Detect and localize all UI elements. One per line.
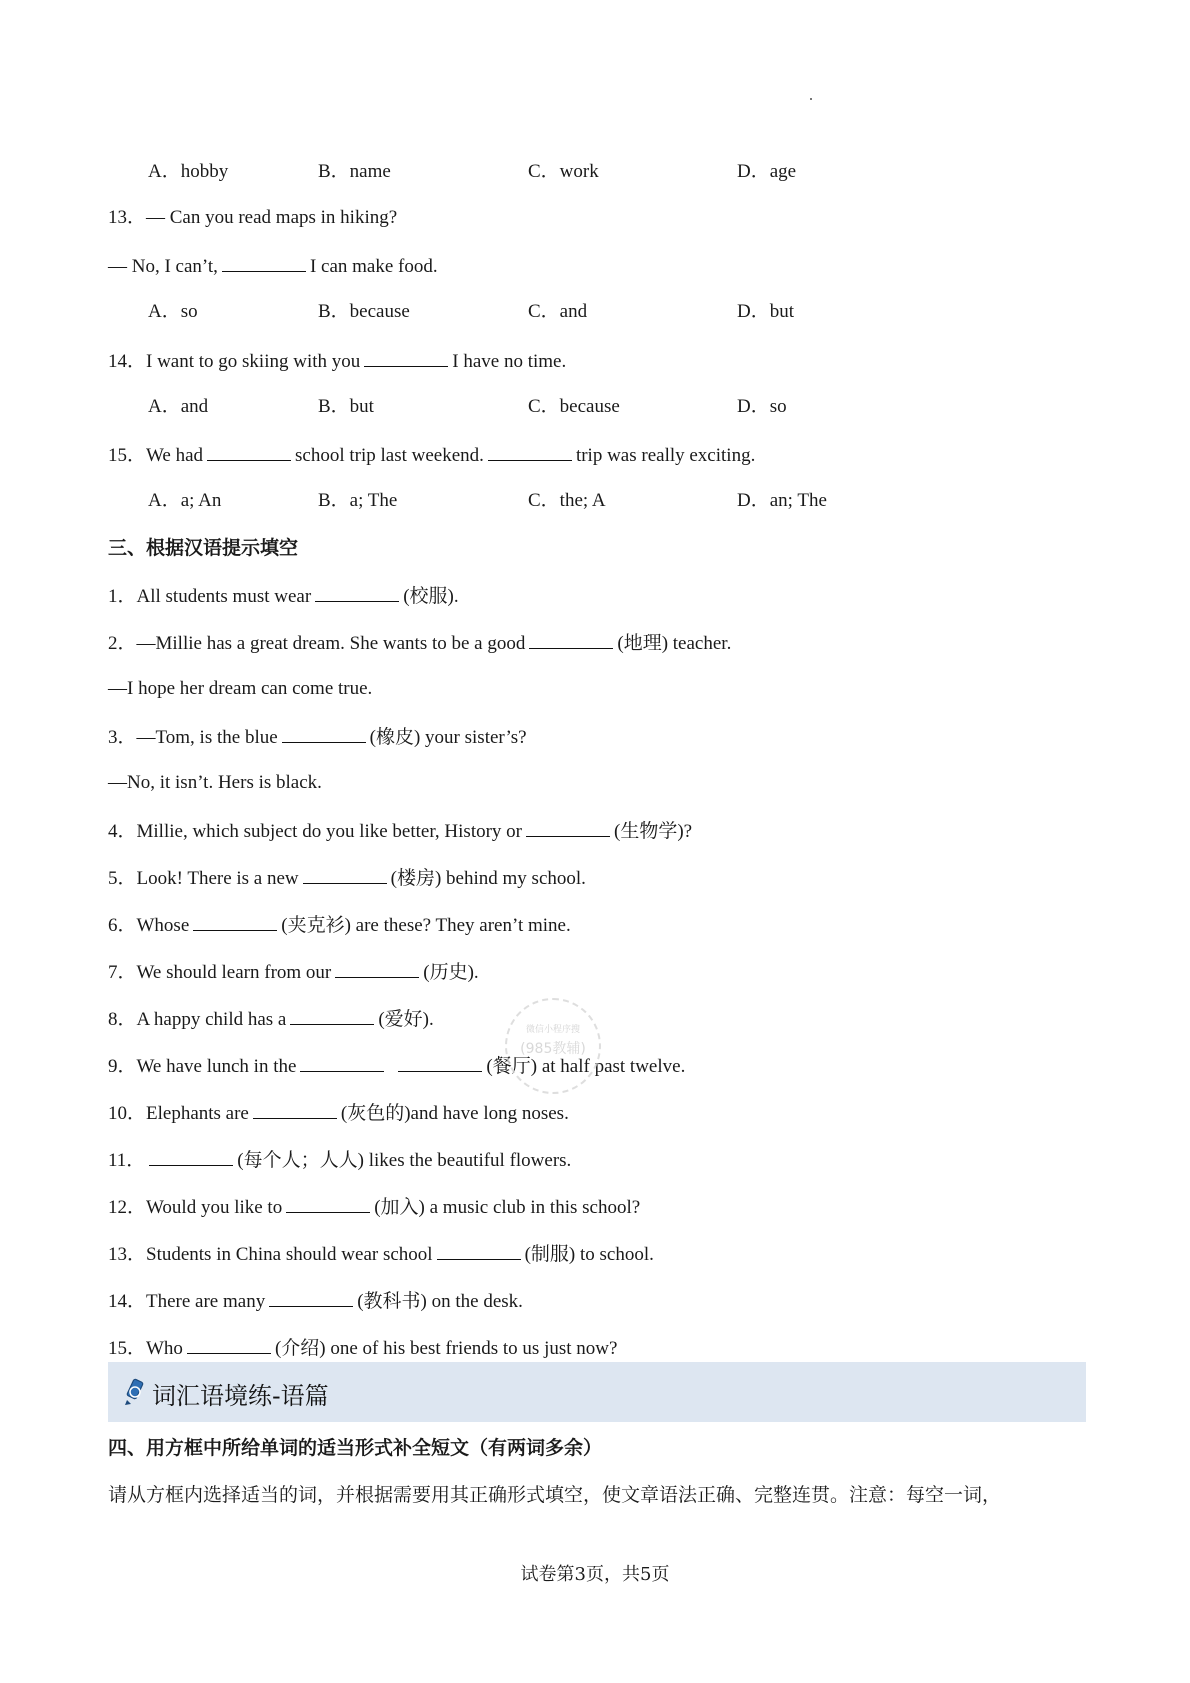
q12-option-a: A．hobby [148, 161, 229, 182]
q15-option-b: B．a; The [318, 490, 398, 511]
fill-7-pre: 7．We should learn from our [108, 962, 332, 983]
fill-9-blank-1[interactable] [300, 1053, 384, 1072]
fill-13-pre: 13．Students in China should wear school [108, 1244, 433, 1265]
fill-item-5 [108, 865, 586, 891]
q14-option-c: C．because [528, 396, 620, 417]
section-banner [108, 1362, 1086, 1422]
q13-option-d: D．but [737, 301, 795, 322]
fill-12-post: (加入) a music club in this school? [374, 1197, 641, 1218]
fill-8-post: (爱好). [378, 1009, 434, 1030]
fill-11-post: (每个人；人人) likes the beautiful flowers. [237, 1150, 572, 1171]
pencil-icon [122, 1378, 148, 1406]
q13-option-c: C．and [528, 301, 588, 322]
fill-13-blank[interactable] [437, 1241, 521, 1260]
q14-option-a: A．and [148, 396, 209, 417]
fill-5-blank[interactable] [303, 865, 387, 884]
fill-12-pre: 12．Would you like to [108, 1197, 283, 1218]
fill-15-post: (介绍) one of his best friends to us just now? [274, 1338, 618, 1359]
fill-14-pre: 14．There are many [108, 1291, 266, 1312]
fill-item-6 [108, 912, 571, 938]
watermark-text-1: 微信小程序搜 [525, 1025, 580, 1035]
q13-answer-line [108, 253, 438, 279]
fill-6-post: (夹克衫) are these? They aren’t mine. [281, 915, 571, 936]
q15-blank-2[interactable] [488, 442, 572, 461]
q13-answer-pre: — No, I can’t, [108, 256, 218, 277]
q14-blank[interactable] [364, 348, 448, 367]
fill-item-10 [108, 1100, 569, 1126]
q15-mid: school trip last weekend. [295, 445, 484, 466]
fill-3-response: —No, it isn’t. Hers is black. [108, 772, 322, 793]
fill-1-blank[interactable] [315, 583, 399, 602]
q15-question [108, 442, 755, 468]
fill-10-blank[interactable] [253, 1100, 337, 1119]
fill-4-pre: 4．Millie, which subject do you like better, History or [108, 821, 523, 842]
fill-5-post: (楼房) behind my school. [390, 868, 586, 889]
q13-option-a: A．so [148, 301, 198, 322]
q13-option-b: B．because [318, 301, 410, 322]
q15-post: trip was really exciting. [575, 445, 756, 466]
fill-13-post: (制服) to school. [524, 1244, 654, 1265]
fill-3-blank[interactable] [282, 724, 366, 743]
q15-option-a: A．a; An [148, 490, 222, 511]
fill-item-2 [108, 630, 731, 656]
fill-1-pre: 1．All students must wear [108, 586, 312, 607]
q12-option-c: C．work [528, 161, 599, 182]
fill-14-post: (教科书) on the desk. [357, 1291, 523, 1312]
fill-14-blank[interactable] [269, 1288, 353, 1307]
q13-question: 13．— Can you read maps in hiking? [108, 207, 398, 228]
fill-item-7 [108, 959, 479, 985]
fill-15-blank[interactable] [187, 1335, 271, 1354]
q13-answer-post: I can make food. [309, 256, 438, 277]
q14-pre: 14．I want to go skiing with you [108, 351, 361, 372]
fill-1-post: (校服). [403, 586, 459, 607]
fill-2-response: —I hope her dream can come true. [108, 678, 373, 699]
fill-12-blank[interactable] [286, 1194, 370, 1213]
fill-5-pre: 5．Look! There is a new [108, 868, 299, 889]
q15-blank-1[interactable] [207, 442, 291, 461]
fill-11-blank[interactable] [149, 1147, 233, 1166]
fill-6-blank[interactable] [193, 912, 277, 931]
q14-question [108, 348, 566, 374]
fill-item-13 [108, 1241, 654, 1267]
q14-option-d: D．so [737, 396, 787, 417]
fill-3-pre: 3．—Tom, is the blue [108, 727, 278, 748]
fill-10-pre: 10．Elephants are [108, 1103, 249, 1124]
fill-6-pre: 6．Whose [108, 915, 190, 936]
fill-2-blank[interactable] [529, 630, 613, 649]
fill-3-post: (橡皮) your sister’s? [369, 727, 527, 748]
fill-2-pre: 2．—Millie has a great dream. She wants to be a good [108, 633, 526, 654]
q13-blank[interactable] [222, 253, 306, 272]
q15-pre: 15．We had [108, 445, 204, 466]
fill-4-post: (生物学)? [614, 821, 693, 842]
fill-8-blank[interactable] [290, 1006, 374, 1025]
q12-option-b: B．name [318, 161, 391, 182]
q14-post: I have no time. [452, 351, 567, 372]
fill-10-post: (灰色的)and have long noses. [340, 1103, 569, 1124]
section4-heading: 四、用方框中所给单词的适当形式补全短文（有两词多余） [108, 1437, 603, 1459]
banner-title: 词汇语境练-语篇 [152, 1382, 329, 1410]
fill-7-blank[interactable] [335, 959, 419, 978]
fill-item-3 [108, 724, 527, 750]
fill-item-15 [108, 1335, 617, 1361]
fill-item-1 [108, 583, 459, 609]
fill-8-pre: 8．A happy child has a [108, 1009, 287, 1030]
q15-option-c: C．the; A [528, 490, 606, 511]
fill-4-blank[interactable] [526, 818, 610, 837]
q15-option-d: D．an; The [737, 490, 827, 511]
q12-option-d: D．age [737, 161, 797, 182]
watermark-stamp [505, 998, 601, 1094]
fill-11-pre: 11． [108, 1150, 146, 1171]
page-footer: 试卷第3页，共5页 [520, 1564, 670, 1585]
fill-9-post: (餐厅) at half past twelve. [486, 1056, 686, 1077]
watermark-text-2: (985教辅) [520, 1041, 586, 1057]
section3-heading: 三、根据汉语提示填空 [108, 537, 299, 559]
fill-item-11 [108, 1147, 571, 1173]
fill-2-post: (地理) teacher. [617, 633, 732, 654]
fill-15-pre: 15．Who [108, 1338, 183, 1359]
fill-7-post: (历史). [423, 962, 479, 983]
q14-option-b: B．but [318, 396, 374, 417]
fill-9-blank-2[interactable] [398, 1053, 482, 1072]
fill-item-4 [108, 818, 692, 844]
fill-item-12 [108, 1194, 640, 1220]
fill-item-14 [108, 1288, 523, 1314]
fill-9-pre: 9．We have lunch in the [108, 1056, 297, 1077]
section4-instruction: 请从方框内选择适当的词，并根据需要用其正确形式填空，使文章语法正确、完整连贯。注意：每空一词， [108, 1484, 1002, 1506]
stray-mark [810, 98, 812, 100]
fill-item-8 [108, 1006, 434, 1032]
